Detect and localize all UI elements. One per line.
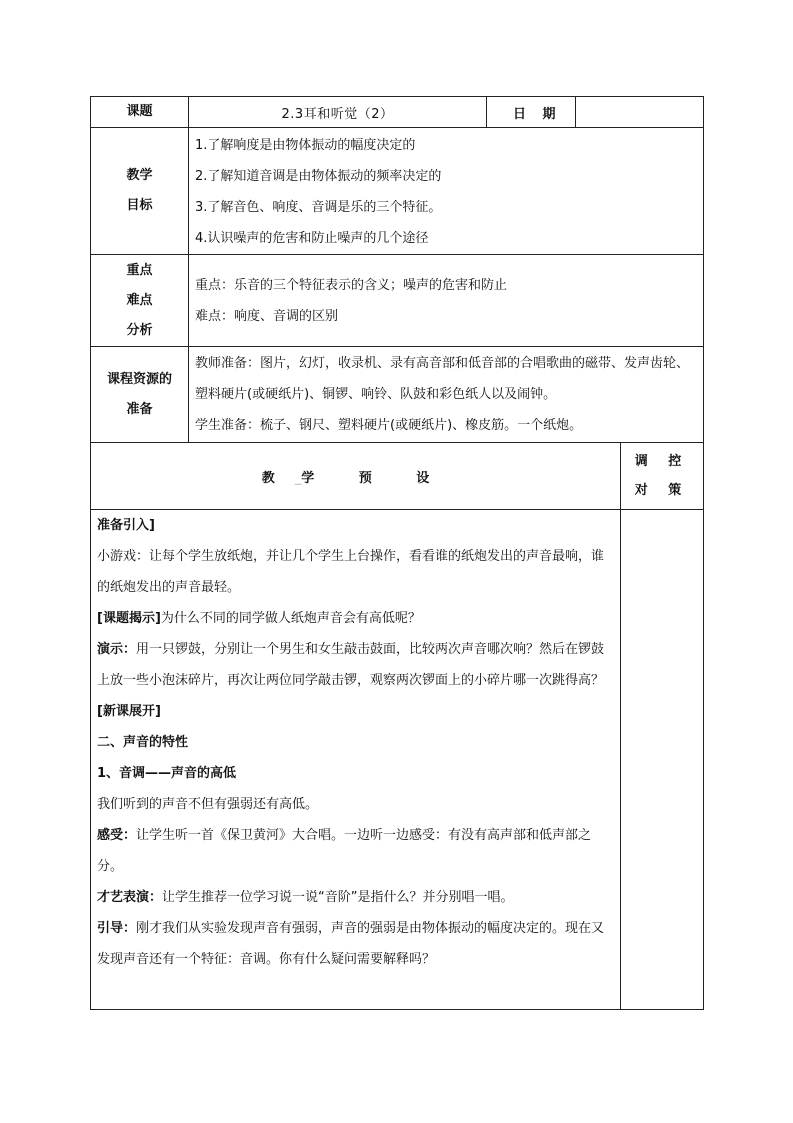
objective-item: 2.了解知道音调是由物体振动的频率决定的 [195,169,442,184]
feel-text: 让学生听一首《保卫黄河》大合唱。一边听一边感受：有没有高声部和低声部之分。 [97,828,592,874]
design-header-row [91,443,704,510]
objectives-row [91,128,704,255]
date-value [576,97,704,128]
objective-item: 1.了解响度是由物体振动的幅度决定的 [195,138,416,153]
key-points-label-line-1: 重点 [126,262,153,278]
key-points-list [189,255,704,347]
objectives-list [189,128,704,255]
topic-label: 课题 [91,97,189,128]
game-paragraph [97,541,614,603]
guide-text: 刚才我们从实验发现声音有强弱，声音的强弱是由物体振动的幅度决定的。现在又发现声音还有一个特征：音调。你有什么疑问需要解释吗？ [97,921,605,967]
teacher-preparation: 教师准备：图片，幻灯，收录机、录有高音部和低音部的合唱歌曲的磁带、发声齿轮、塑料硬片(或硬纸片)、铜锣、响铃、队鼓和彩色纸人以及闹钟。 [195,356,690,402]
lesson-content [91,510,621,1010]
key-points-label-line-2: 难点 [126,292,153,308]
key-point-item: 难点：响度、音调的区别 [195,308,339,324]
student-preparation: 学生准备：梳子、钢尺、塑料硬片(或硬纸片)、橡皮筋。一个纸炮。 [195,418,583,433]
feel-label: 感受： [97,828,137,843]
date-label: 日 期 [487,97,576,128]
new-lesson-heading: [新课展开] [97,704,161,719]
key-points-row [91,255,704,347]
reveal-paragraph [97,603,614,634]
objectives-label-line-1: 教学 [126,168,153,183]
key-point-item: 重点：乐音的三个特征表示的含义；噪声的危害和防止 [195,277,508,293]
resources-label-line-1: 课程资源的 [106,371,172,387]
reveal-label: [课题揭示] [97,611,161,626]
design-title-mark: _ [294,470,302,486]
resources-row [91,347,704,443]
objectives-label-line-2: 目标 [126,198,153,213]
guide-paragraph [97,913,614,975]
demo-label: 演示： [97,642,137,657]
control-strategy-label [621,443,704,510]
key-points-label [91,255,189,347]
talent-label: 才艺表演： [97,890,163,905]
control-label-line-1: 调 控 [634,454,690,469]
reveal-text: 为什么不同的同学做人纸炮声音会有高低呢？ [160,611,421,626]
intro-paragraph: 我们听到的声音不但有强弱还有高低。 [97,797,319,812]
header-row [91,97,704,128]
talent-text: 让学生推荐一位学习说一说“音阶”是指什么？并分别唱一唱。 [162,890,514,905]
subsection-heading: 1、音调——声音的高低 [97,766,237,781]
control-label-line-2: 对 策 [634,483,690,498]
guide-label: 引导： [97,921,137,936]
intro-heading: 准备引入] [97,518,155,533]
section-heading: 二、声音的特性 [97,735,189,750]
design-title-part-1: 教 [261,470,295,486]
resources-text [189,347,704,443]
design-title-part-2: 学 预 设 [301,470,450,486]
game-label: 小游戏： [97,549,150,564]
content-row [91,510,704,1010]
objectives-label [91,128,189,255]
feel-paragraph [97,820,614,882]
lesson-plan-table [90,96,704,1010]
topic-value: 2.3耳和听觉（2） [189,97,487,128]
objective-item: 3.了解音色、响度、音调是乐的三个特征。 [195,200,442,215]
key-points-label-line-3: 分析 [126,322,153,338]
demo-text: 用一只锣鼓，分别让一个男生和女生敲击鼓面，比较两次声音哪次响？然后在锣鼓上放一些小泡沫碎片，再次让两位同学敲击锣，观察两次锣面上的小碎片哪一次跳得高？ [97,642,605,688]
talent-paragraph [97,882,614,913]
control-strategy-cell [621,510,704,1010]
design-title [91,443,621,510]
resources-label [91,347,189,443]
resources-label-line-2: 准备 [126,401,153,417]
game-text: 让每个学生放纸炮，并让几个学生上台操作，看看谁的纸炮发出的声音最响，谁的纸炮发出的声音最轻。 [97,549,605,595]
objective-item: 4.认识噪声的危害和防止噪声的几个途径 [195,231,429,246]
demo-paragraph [97,634,614,696]
